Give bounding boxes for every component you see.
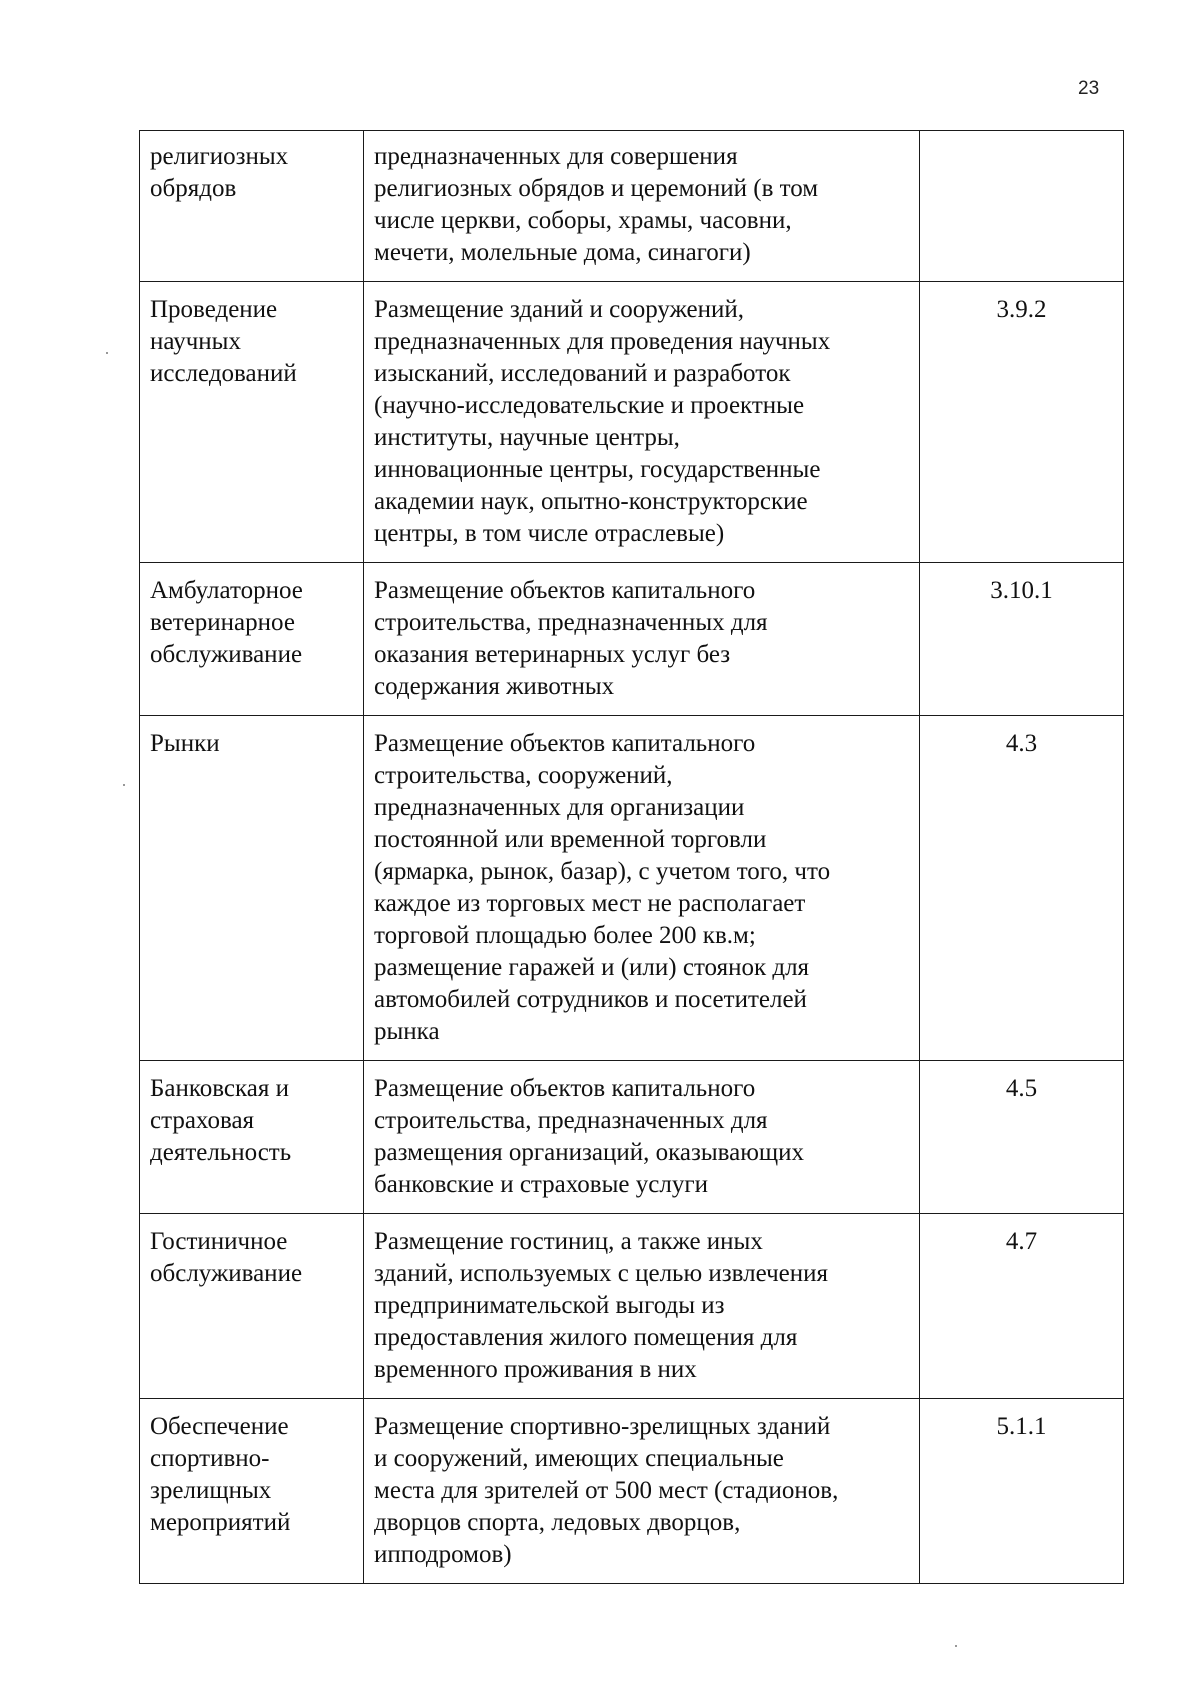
description-line: Размещение спортивно-зрелищных зданий	[374, 1413, 831, 1440]
description-line: (научно-исследовательские и проектные	[374, 392, 805, 419]
table-row	[140, 131, 1124, 282]
description-line: дворцов спорта, ледовых дворцов,	[374, 1509, 741, 1536]
description-line: оказания ветеринарных услуг без	[374, 641, 731, 668]
use-name-line: научных	[150, 328, 241, 355]
cell-description	[364, 131, 920, 282]
description-line: предоставления жилого помещения для	[374, 1324, 798, 1351]
use-name-line: Проведение	[150, 296, 278, 323]
use-name-line: Банковская и	[150, 1075, 289, 1102]
cell-use-name	[140, 1061, 364, 1214]
cell-description	[364, 1399, 920, 1584]
table-body	[140, 131, 1124, 1584]
use-name-line: ветеринарное	[150, 609, 295, 636]
description-line: Размещение зданий и сооружений,	[374, 296, 745, 323]
cell-code	[920, 1061, 1124, 1214]
description-line: каждое из торговых мест не располагает	[374, 890, 806, 917]
use-name-line: исследований	[150, 360, 297, 387]
cell-description	[364, 1061, 920, 1214]
use-code: 5.1.1	[996, 1413, 1047, 1440]
description-line: мечети, молельные дома, синагоги)	[374, 239, 751, 266]
use-name-line: Гостиничное	[150, 1228, 288, 1255]
use-name-line: Амбулаторное	[150, 577, 303, 604]
page-number: 23	[1078, 78, 1100, 99]
description-line: религиозных обрядов и церемоний (в том	[374, 175, 819, 202]
cell-code	[920, 1214, 1124, 1399]
cell-use-name	[140, 131, 364, 282]
description-line: предназначенных для совершения	[374, 143, 738, 170]
use-name-line: мероприятий	[150, 1509, 291, 1536]
description-line: инновационные центры, государственные	[374, 456, 821, 483]
description-line: строительства, предназначенных для	[374, 609, 768, 636]
use-name-line: обслуживание	[150, 1260, 303, 1287]
description-line: банковские и страховые услуги	[374, 1171, 708, 1198]
cell-code	[920, 716, 1124, 1061]
description-line: центры, в том числе отраслевые)	[374, 520, 725, 547]
cell-code	[920, 282, 1124, 563]
cell-description	[364, 563, 920, 716]
description-line: Размещение объектов капитального	[374, 577, 756, 604]
use-code: 4.5	[1005, 1075, 1038, 1102]
table-row	[140, 282, 1124, 563]
table-row	[140, 1061, 1124, 1214]
description-line: изысканий, исследований и разработок	[374, 360, 791, 387]
scan-speck	[106, 352, 108, 354]
cell-use-name	[140, 1399, 364, 1584]
use-name-line: обслуживание	[150, 641, 303, 668]
description-line: строительства, предназначенных для	[374, 1107, 768, 1134]
cell-code	[920, 1399, 1124, 1584]
scan-speck	[955, 1645, 957, 1647]
use-name-line: религиозных	[150, 143, 289, 170]
description-line: автомобилей сотрудников и посетителей	[374, 986, 807, 1013]
description-line: Размещение объектов капитального	[374, 1075, 756, 1102]
description-line: постоянной или временной торговли	[374, 826, 767, 853]
description-line: торговой площадью более 200 кв.м;	[374, 922, 756, 949]
description-line: (ярмарка, рынок, базар), с учетом того, что	[374, 858, 831, 885]
description-line: содержания животных	[374, 673, 615, 700]
cell-use-name	[140, 716, 364, 1061]
description-line: институты, научные центры,	[374, 424, 680, 451]
land-use-table	[139, 130, 1124, 1584]
use-name-line: Рынки	[150, 730, 220, 757]
description-line: академии наук, опытно-конструкторские	[374, 488, 808, 515]
use-name-line: обрядов	[150, 175, 237, 202]
description-line: числе церкви, соборы, храмы, часовни,	[374, 207, 792, 234]
description-line: размещение гаражей и (или) стоянок для	[374, 954, 810, 981]
table-row	[140, 1214, 1124, 1399]
description-line: Размещение гостиниц, а также иных	[374, 1228, 763, 1255]
table-row	[140, 563, 1124, 716]
use-name-line: Обеспечение	[150, 1413, 289, 1440]
use-name-line: деятельность	[150, 1139, 292, 1166]
use-name-line: страховая	[150, 1107, 255, 1134]
description-line: размещения организаций, оказывающих	[374, 1139, 805, 1166]
description-line: места для зрителей от 500 мест (стадионов,	[374, 1477, 839, 1504]
description-line: предназначенных для организации	[374, 794, 745, 821]
use-code: 3.9.2	[996, 296, 1047, 323]
cell-code	[920, 131, 1124, 282]
description-line: рынка	[374, 1018, 440, 1045]
use-code: 4.7	[1005, 1228, 1038, 1255]
description-line: строительства, сооружений,	[374, 762, 673, 789]
cell-use-name	[140, 563, 364, 716]
description-line: Размещение объектов капитального	[374, 730, 756, 757]
description-line: временного проживания в них	[374, 1356, 697, 1383]
table-row	[140, 716, 1124, 1061]
cell-code	[920, 563, 1124, 716]
description-line: зданий, используемых с целью извлечения	[374, 1260, 828, 1287]
use-code: 3.10.1	[990, 577, 1053, 604]
description-line: предназначенных для проведения научных	[374, 328, 831, 355]
cell-description	[364, 282, 920, 563]
cell-description	[364, 716, 920, 1061]
use-name-line: спортивно-	[150, 1445, 270, 1472]
description-line: и сооружений, имеющих специальные	[374, 1445, 784, 1472]
description-line: предпринимательской выгоды из	[374, 1292, 725, 1319]
cell-use-name	[140, 282, 364, 563]
use-name-line: зрелищных	[150, 1477, 272, 1504]
cell-use-name	[140, 1214, 364, 1399]
scan-speck	[123, 784, 125, 786]
table-row	[140, 1399, 1124, 1584]
cell-description	[364, 1214, 920, 1399]
description-line: ипподромов)	[374, 1541, 512, 1568]
use-code: 4.3	[1005, 730, 1038, 757]
